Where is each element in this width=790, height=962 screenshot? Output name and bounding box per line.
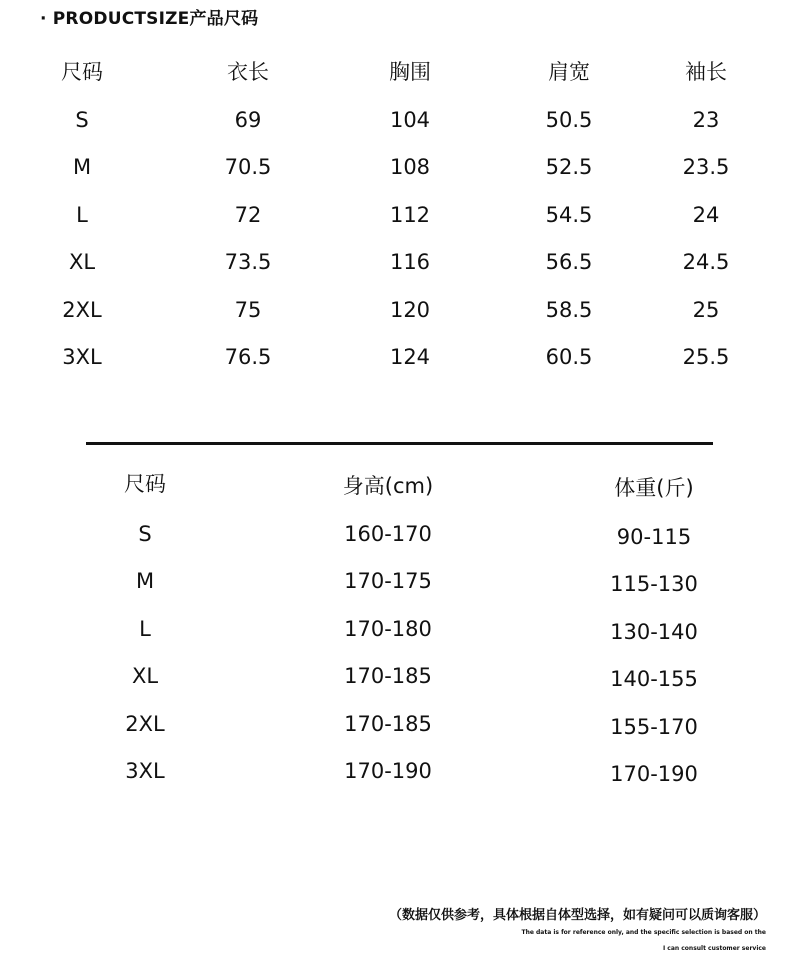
table-cell: 24	[692, 202, 720, 227]
table-cell: 104	[389, 108, 431, 132]
table-cell: 170-185	[344, 711, 432, 736]
table-cell: 112	[389, 202, 431, 227]
size-label: XL	[131, 664, 159, 689]
table-cell: 54.5	[545, 202, 593, 227]
size-label: L	[76, 202, 88, 227]
table-cell: 50.5	[545, 108, 593, 132]
table-cell: 140-155	[610, 667, 698, 692]
table-cell: 108	[389, 155, 431, 180]
table-cell: 73.5	[224, 250, 272, 275]
size-label: XL	[68, 250, 96, 275]
size-label: 3XL	[62, 345, 102, 369]
page-header: · PRODUCTSIZE产品尺码	[40, 9, 259, 29]
column-header: 体重(斤)	[614, 476, 694, 500]
table-cell: 75	[234, 297, 262, 322]
table-cell: 170-175	[344, 569, 432, 594]
table-cell: 76.5	[224, 345, 272, 369]
table-cell: 60.5	[545, 345, 593, 369]
column-header: 身高(cm)	[342, 474, 434, 498]
disclaimer-en-line2: I can consult customer service	[662, 945, 766, 952]
column-header: 肩宽	[548, 60, 590, 84]
size-label: M	[135, 569, 155, 594]
size-label: S	[75, 108, 89, 132]
table-cell: 25	[692, 297, 720, 322]
column-header: 尺码	[124, 472, 166, 496]
column-header: 袖长	[685, 60, 727, 84]
table-cell: 58.5	[545, 297, 593, 322]
table-cell: 56.5	[545, 250, 593, 275]
table-cell: 155-170	[610, 714, 698, 739]
table-cell: 25.5	[682, 345, 730, 369]
disclaimer-cn: （数据仅供参考，具体根据自体型选择，如有疑问可以质询客服）	[388, 908, 766, 923]
disclaimer-en-line1: The data is for reference only, and the specific selection is based on the	[521, 929, 766, 936]
section-divider	[86, 442, 713, 445]
table-cell: 120	[389, 297, 431, 322]
table-cell: 116	[389, 250, 431, 275]
size-label: 3XL	[125, 759, 165, 783]
size-label: M	[72, 155, 92, 180]
table-cell: 24.5	[682, 250, 730, 275]
table-cell: 70.5	[224, 155, 272, 180]
table-cell: 160-170	[344, 522, 432, 546]
table-cell: 23	[692, 108, 720, 132]
table-cell: 170-190	[344, 759, 432, 783]
table-cell: 170-180	[344, 616, 432, 641]
column-header: 衣长	[227, 60, 269, 84]
column-header: 尺码	[61, 60, 103, 84]
table-cell: 23.5	[682, 155, 730, 180]
table-cell: 115-130	[610, 572, 698, 597]
table-cell: 72	[234, 202, 262, 227]
size-label: 2XL	[125, 711, 165, 736]
column-header: 胸围	[389, 60, 431, 84]
table-cell: 130-140	[610, 619, 698, 644]
table-cell: 69	[234, 108, 262, 132]
size-label: S	[138, 522, 152, 546]
table-cell: 170-185	[344, 664, 432, 689]
table-cell: 124	[389, 345, 431, 369]
table-cell: 90-115	[616, 525, 692, 549]
table-cell: 52.5	[545, 155, 593, 180]
table-cell: 170-190	[610, 762, 698, 786]
size-label: 2XL	[62, 297, 102, 322]
size-label: L	[139, 616, 151, 641]
